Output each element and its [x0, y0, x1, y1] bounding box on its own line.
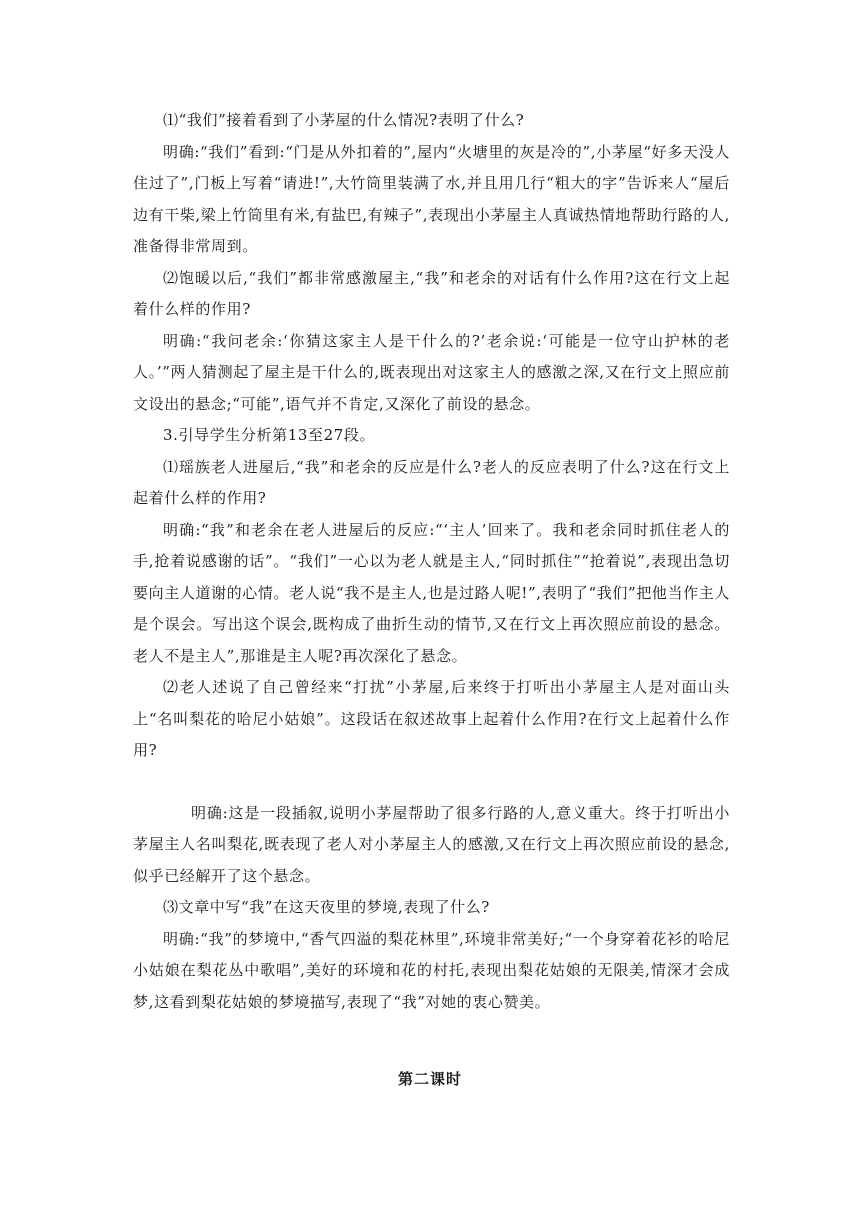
- question-paragraph: ⑵老人述说了自己曾经来“打扰”小茅屋,后来终于打听出小茅屋主人是对面山头上“名叫梨花的哈尼小姑娘”。这段话在叙述故事上起着什么作用?在行文上起着什么作用?: [133, 678, 730, 759]
- section-heading: 3.引导学生分析第13至27段。: [163, 426, 376, 444]
- question-paragraph: ⑵饱暖以后,“我们”都非常感激屋主,“我”和老余的对话有什么作用?这在行文上起着什么样的作用?: [133, 268, 730, 318]
- question-paragraph: ⑴“我们”接着看到了小茅屋的什么情况?表明了什么?: [163, 111, 525, 129]
- answer-paragraph: 明确:这是一段插叙,说明小茅屋帮助了很多行路的人,意义重大。终于打听出小茅屋主人名叫梨花,既表现了老人对小茅屋主人的感激,又在行文上再次照应前设的悬念,似乎已经解开了这个悬念。: [133, 803, 730, 885]
- question-paragraph: ⑴瑶族老人进屋后,“我”和老余的反应是什么?老人的反应表明了什么?这在行文上起着什么样的作用?: [133, 457, 730, 507]
- answer-paragraph: 明确:“我问老余:‘你猜这家主人是干什么的?’老余说:‘可能是一位守山护林的老人。’”两人猜测起了屋主是干什么的,既表现出对这家主人的感激之深,又在行文上照应前文设出的悬念;“可能”,语气并不肯定,又深化了前设的悬念。: [133, 331, 730, 413]
- answer-paragraph: 明确:“我们”看到:“门是从外扣着的”,屋内“火塘里的灰是冷的”,小茅屋“好多天没人住过了”,门板上写着“请进!”,大竹筒里装满了水,并且用几行“粗大的字”告诉来人“屋后边有干柴,梁上竹筒里有米,有盐巴,有辣子”,表现出小茅屋主人真诚热情地帮助行路的人,准备得非常周到。: [133, 142, 730, 255]
- lesson-title: 第二课时: [397, 1070, 462, 1088]
- answer-paragraph: 明确:“我”的梦境中,“香气四溢的梨花林里”,环境非常美好;“一个身穿着花衫的哈尼小姑娘在梨花丛中歌唱”,美好的环境和花的村托,表现出梨花姑娘的无限美,情深才会成梦,这看到梨花姑娘的梦境描写,表现了“我”对她的衷心赞美。: [133, 929, 730, 1011]
- question-paragraph: ⑶文章中写“我”在这天夜里的梦境,表现了什么?: [163, 898, 490, 916]
- document-body: [133, 105, 730, 1018]
- paragraph-gap: [133, 767, 730, 798]
- answer-paragraph: 明确:“我”和老余在老人进屋后的反应:“‘主人’回来了。我和老余同时抓住老人的手,抢着说感谢的话”。“我们”一心以为老人就是主人,“同时抓住”“抢着说”,表现出急切要向主人道谢的心情。老人说“我不是主人,也是过路人呢!”,表明了“我们”把他当作主人是个误会。写出这个误会,既构成了曲折生动的情节,又在行文上再次照应前设的悬念。老人不是主人”,那谁是主人呢?再次深化了悬念。: [133, 520, 730, 665]
